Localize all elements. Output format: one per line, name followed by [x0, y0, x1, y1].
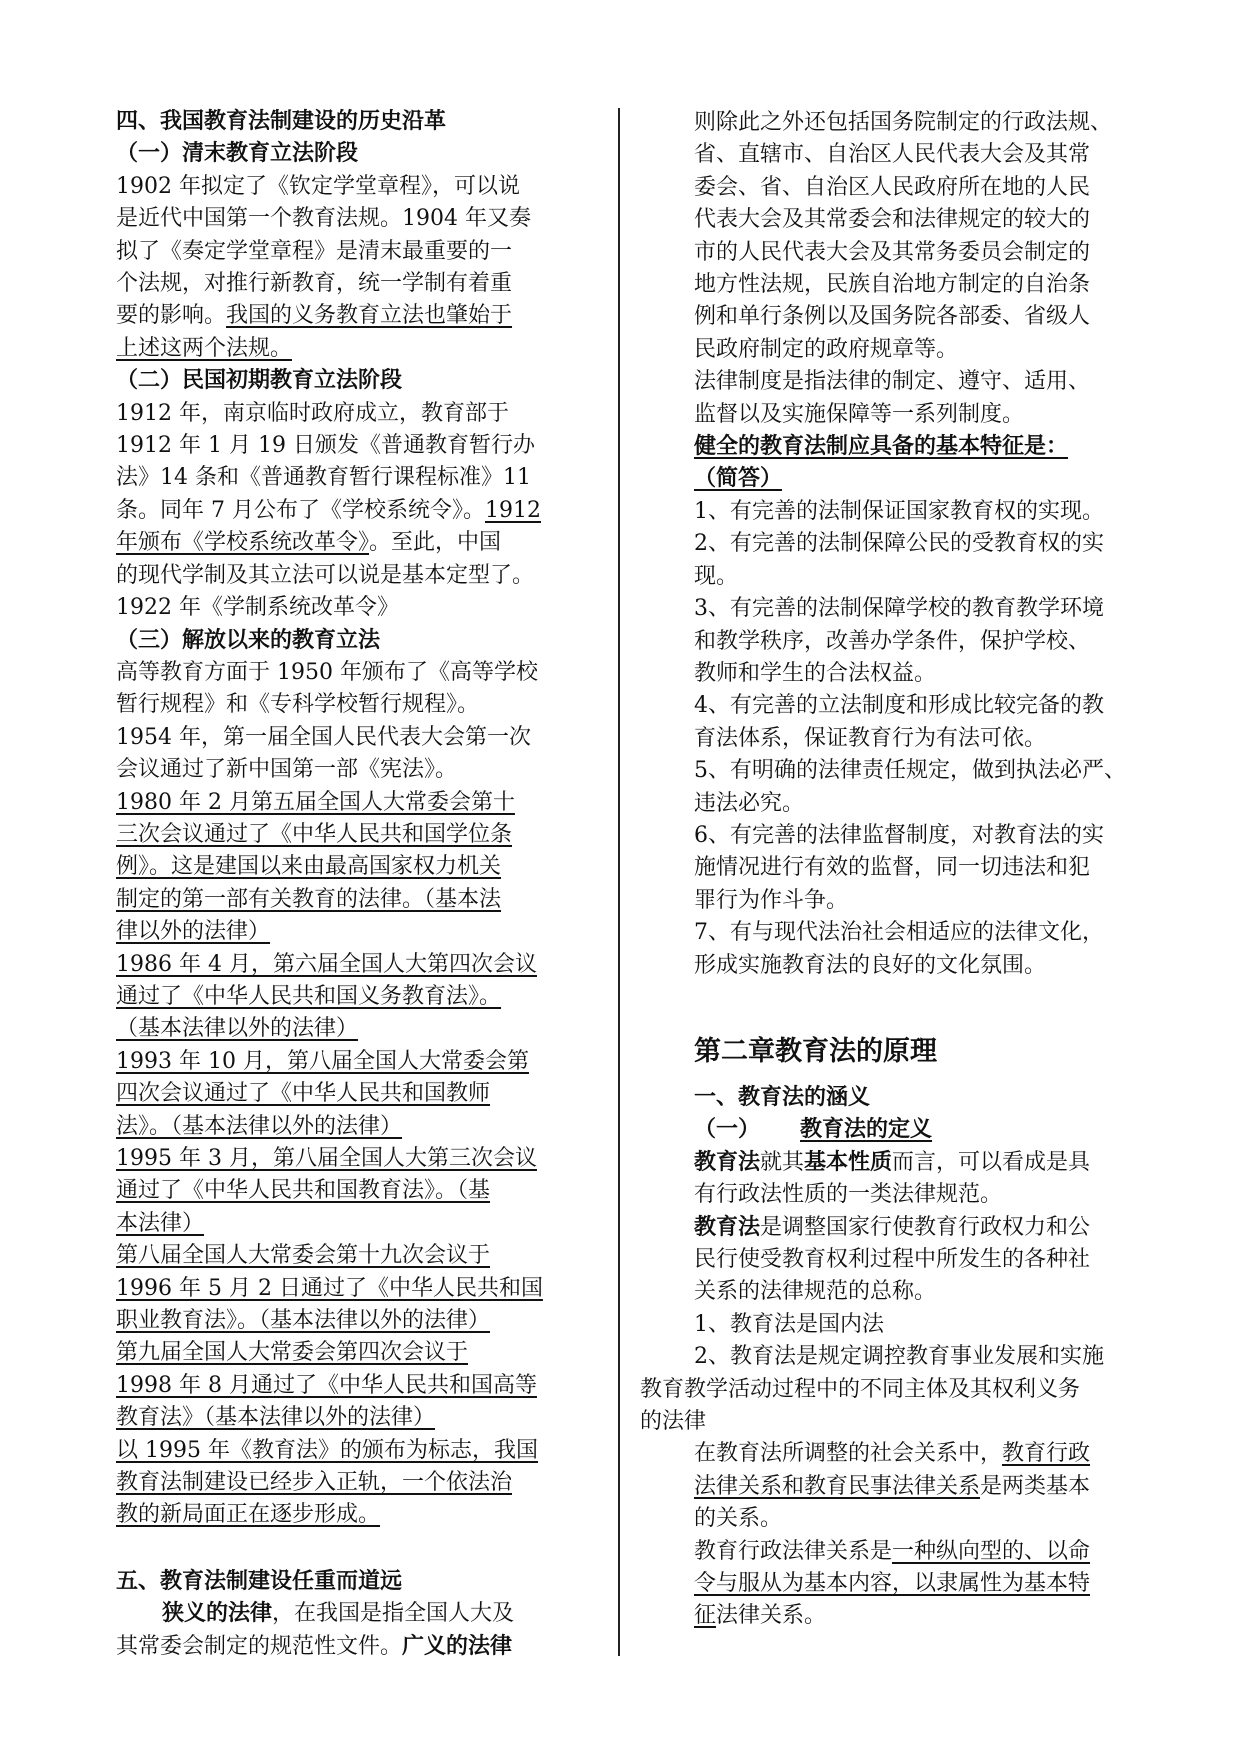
- text-line: 暂行规程》和《专科学校暂行规程》。: [116, 692, 480, 718]
- underlined-text: 教的新局面正在逐步形成。: [116, 1502, 381, 1528]
- text-line: [116, 1598, 568, 1630]
- text-span: ，在我国是指全国人大及: [272, 1601, 515, 1627]
- text-line: 1912 年，南京临时政府成立，教育部于: [116, 400, 509, 426]
- spacer: [694, 1072, 1164, 1082]
- list-item: 2、教育法是规定调控教育事业发展和实施: [694, 1344, 1104, 1370]
- features-tag: （简答）: [694, 466, 783, 492]
- text-line: 1902 年拟定了《钦定学堂章程》，可以说: [116, 173, 520, 199]
- underlined-text: 教育法制建设已经步入正轨，一个依法治: [116, 1470, 513, 1496]
- underlined-text: 三次会议通过了《中华人民共和国学位条: [116, 821, 513, 847]
- underlined-text: 四次会议通过了《中华人民共和国教师: [116, 1081, 491, 1107]
- underlined-text: （基本法律以外的法律）: [116, 1016, 359, 1042]
- text-line: 施情况进行有效的监督，同一切违法和犯: [694, 855, 1091, 881]
- underlined-text: 例》。这是建国以来由最高国家权力机关: [116, 854, 502, 880]
- features-heading: 健全的教育法制应具备的基本特征是：: [694, 434, 1069, 460]
- bold-term: 狭义的法律: [162, 1601, 273, 1627]
- underlined-text: 第九届全国人大常委会第四次会议于: [116, 1340, 469, 1366]
- underlined-text: 1980 年 2 月第五届全国人大常委会第十: [116, 789, 515, 815]
- text-line: 现。: [694, 563, 739, 589]
- text-line: 高等教育方面于 1950 年颁布了《高等学校: [116, 659, 538, 685]
- underlined-text: 1993 年 10 月，第八届全国人大常委会第: [116, 1048, 529, 1074]
- underlined-text: 以 1995 年《教育法》的颁布为标志，我国: [116, 1437, 538, 1463]
- spacer: [116, 1532, 568, 1566]
- underlined-text: 年颁布《学校系统改革令》: [116, 530, 370, 556]
- underlined-text: 法律关系和教育民事法律关系: [694, 1473, 981, 1499]
- text-line: 市的人民代表大会及其常务委员会制定的: [694, 239, 1091, 265]
- list-item: 1、教育法是国内法: [694, 1311, 884, 1337]
- bold-term: 教育法: [694, 1214, 761, 1240]
- text-line: [116, 527, 568, 559]
- text-span: 在教育法所调整的社会关系中，: [694, 1441, 1003, 1467]
- column-divider: [618, 108, 620, 1656]
- text-span: 教育行政法律关系是: [694, 1538, 893, 1564]
- underlined-text: 1998 年 8 月通过了《中华人民共和国高等: [116, 1372, 537, 1398]
- text-line: [694, 1147, 1164, 1179]
- text-line: [694, 1438, 1164, 1470]
- underlined-text: 本法律）: [116, 1210, 205, 1236]
- text-line: [694, 1536, 1164, 1568]
- text-line: [116, 300, 568, 332]
- text-line: [694, 1212, 1164, 1244]
- text-line: [116, 495, 568, 527]
- section-title: 教育法的定义: [800, 1117, 933, 1143]
- text-line: 地方性法规，民族自治地方制定的自治条: [694, 272, 1091, 298]
- text-line: 的法律: [640, 1409, 707, 1435]
- list-item: 2、有完善的法制保障公民的受教育权的实: [694, 531, 1104, 557]
- text-line: 委会、省、自治区人民政府所在地的人民: [694, 174, 1091, 200]
- text-line: 的关系。: [694, 1506, 783, 1532]
- text-line: 会议通过了新中国第一部《宪法》。: [116, 757, 458, 783]
- underlined-text: 我国的义务教育立法也肇始于: [226, 303, 513, 329]
- text-span: 是两类基本: [980, 1473, 1091, 1499]
- section-4-1-heading: （一）清末教育立法阶段: [116, 141, 359, 167]
- text-line: [694, 1600, 1164, 1632]
- bold-term: 基本性质: [804, 1149, 893, 1175]
- text-span: 法律关系。: [716, 1603, 827, 1629]
- text-line: 育法体系，保证教育行为有法可依。: [694, 725, 1047, 751]
- text-line: 法律制度是指法律的制定、遵守、适用、: [694, 369, 1091, 395]
- text-line: 的现代学制及其立法可以说是基本定型了。: [116, 562, 535, 588]
- text-span: 要的影响。: [116, 303, 227, 329]
- section-number: （一）: [694, 1117, 761, 1143]
- list-item: 7、有与现代法治社会相适应的法律文化，: [694, 920, 1104, 946]
- left-column: [116, 106, 568, 1663]
- text-line: 民政府制定的政府规章等。: [694, 336, 959, 362]
- text-line: 省、直辖市、自治区人民代表大会及其常: [694, 142, 1091, 168]
- text-line: 1922 年《学制系统改革令》: [116, 595, 399, 621]
- text-line: 是近代中国第一个教育法规。1904 年又奏: [116, 206, 531, 232]
- list-item: 6、有完善的法律监督制度，对教育法的实: [694, 822, 1104, 848]
- text-line: 1912 年 1 月 19 日颁发《普通教育暂行办: [116, 433, 535, 459]
- underlined-text: 征: [694, 1603, 717, 1629]
- section-4-3-heading: （三）解放以来的教育立法: [116, 627, 381, 653]
- text-line: 个法规，对推行新教育，统一学制有着重: [116, 271, 513, 297]
- list-item: 5、有明确的法律责任规定，做到执法必严、: [694, 758, 1126, 784]
- text-line: 违法必究。: [694, 790, 805, 816]
- section-1-1-heading: [694, 1114, 1164, 1146]
- right-column: [640, 107, 1164, 1633]
- text-line: 例和单行条例以及国务院各部委、省级人: [694, 304, 1091, 330]
- text-line: 民行使受教育权利过程中所发生的各种社: [694, 1247, 1091, 1272]
- bold-term: 教育法: [694, 1149, 761, 1175]
- text-span: 条。同年 7 月公布了《学校系统令》。: [116, 497, 485, 523]
- text-span: 是调整国家行使教育行政权力和公: [760, 1214, 1091, 1240]
- underlined-text: 教育行政: [1002, 1441, 1091, 1467]
- section-4-heading: 四、我国教育法制建设的历史沿革: [116, 109, 447, 134]
- text-line: 拟了《奏定学堂章程》是清末最重要的一: [116, 238, 513, 264]
- text-line: 教师和学生的合法权益。: [694, 660, 937, 686]
- underlined-text: 第八届全国人大常委会第十九次会议于: [116, 1243, 491, 1269]
- underlined-text: 通过了《中华人民共和国教育法》。（基: [116, 1178, 491, 1204]
- text-line: 和教学秩序，改善办学条件，保护学校、: [694, 628, 1091, 654]
- list-item: 1、有完善的法制保证国家教育权的实现。: [694, 498, 1104, 524]
- underlined-text: 制定的第一部有关教育的法律。（基本法: [116, 886, 502, 912]
- text-line: [694, 1471, 1164, 1503]
- text-span: 其常委会制定的规范性文件。: [116, 1633, 403, 1659]
- bold-term: 广义的法律: [402, 1633, 513, 1659]
- text-line: [116, 1631, 568, 1663]
- underlined-text: 职业教育法》。（基本法律以外的法律）: [116, 1308, 491, 1334]
- section-4-2-heading: （二）民国初期教育立法阶段: [116, 368, 403, 394]
- text-line: 法》14 条和《普通教育暂行课程标准》11: [116, 465, 531, 491]
- underlined-text: 1912: [485, 497, 541, 523]
- underlined-text: 教育法》（基本法律以外的法律）: [116, 1405, 436, 1431]
- chapter-2-title: 第二章教育法的原理: [694, 1035, 937, 1067]
- text-line: 罪行为作斗争。: [694, 887, 849, 913]
- text-line: 监督以及实施保障等一系列制度。: [694, 401, 1025, 427]
- text-line: 代表大会及其常委会和法律规定的较大的: [694, 207, 1091, 233]
- text-line: 1954 年，第一届全国人民代表大会第一次: [116, 724, 531, 750]
- text-line: 有行政法性质的一类法律规范。: [694, 1182, 1003, 1208]
- underlined-text: 法》。（基本法律以外的法律）: [116, 1113, 403, 1139]
- text-span: 就其: [760, 1149, 805, 1175]
- text-span: 。至此，中国: [369, 530, 502, 556]
- underlined-text: 通过了《中华人民共和国义务教育法》。: [116, 983, 502, 1009]
- list-item: 3、有完善的法制保障学校的教育教学环境: [694, 596, 1104, 622]
- underlined-text: 一种纵向型的、以命: [892, 1538, 1091, 1564]
- text-line: 教育教学活动过程中的不同主体及其权利义务: [640, 1376, 1081, 1402]
- underlined-text: 律以外的法律）: [116, 919, 271, 945]
- section-5-heading: 五、教育法制建设任重而道远: [116, 1568, 403, 1594]
- text-line: 关系的法律规范的总称。: [694, 1279, 937, 1305]
- section-1-heading: 一、教育法的涵义: [694, 1084, 871, 1110]
- underlined-text: 1995 年 3 月，第八届全国人大第三次会议: [116, 1146, 537, 1171]
- underlined-text: 1986 年 4 月，第六届全国人大第四次会议: [116, 951, 537, 977]
- underlined-text: 上述这两个法规。: [116, 335, 293, 361]
- spacer: [694, 982, 1164, 1032]
- text-line: 则除此之外还包括国务院制定的行政法规、: [694, 110, 1113, 135]
- list-item: 4、有完善的立法制度和形成比较完备的教: [694, 693, 1104, 719]
- underlined-text: 1996 年 5 月 2 日通过了《中华人民共和国: [116, 1275, 543, 1301]
- text-line: 形成实施教育法的良好的文化氛围。: [694, 952, 1047, 978]
- underlined-text: 令与服从为基本内容，以隶属性为基本特: [694, 1571, 1091, 1597]
- text-span: 而言，可以看成是具: [892, 1149, 1091, 1175]
